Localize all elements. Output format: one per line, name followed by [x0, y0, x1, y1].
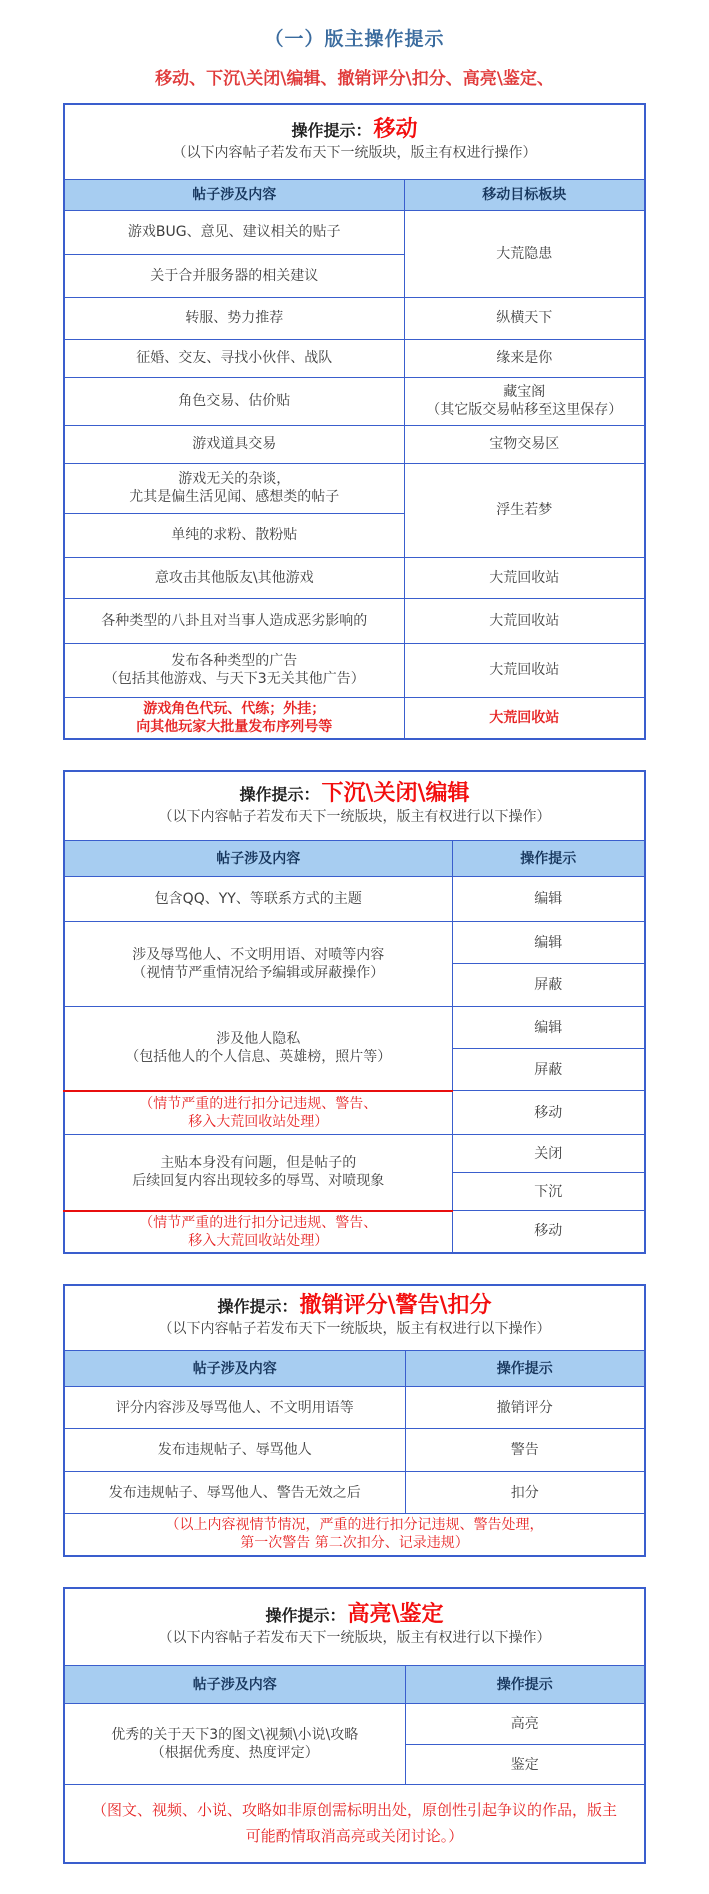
post-content-cell: 各种类型的八卦且对当事人造成恶劣影响的	[64, 598, 404, 643]
op-hint-label: 操作提示：	[265, 1606, 346, 1626]
post-content-cell: 评分内容涉及辱骂他人、不文明用语等	[64, 1387, 405, 1429]
cell-line: 主贴本身没有问题，但是帖子的	[160, 1155, 357, 1172]
sink-table-note: （以下内容帖子若发布天下一统版块，版主有权进行以下操作）	[158, 809, 551, 826]
cell-line: （情节严重的进行扣分记违规、警告、	[139, 1095, 378, 1112]
revoke-table-title-cell	[64, 1285, 645, 1351]
action-cell: 关闭	[452, 1135, 645, 1173]
sink-action-title: 下沉\关闭\编辑	[321, 781, 470, 807]
action-cell: 高亮	[405, 1704, 645, 1745]
cell-line: （根据优秀度、热度评定）	[150, 1745, 319, 1761]
target-board-cell: 缘来是你	[404, 339, 645, 377]
target-board-cell: 大荒回收站	[404, 557, 645, 598]
post-content-cell: 包含QQ、YY、等联系方式的主题	[64, 877, 452, 922]
cell-line: 移入大荒回收站处理）	[188, 1232, 329, 1249]
action-column-header: 操作提示	[405, 1351, 645, 1387]
cell-line: 第一次警告 第二次扣分、记录违规）	[240, 1535, 469, 1552]
cell-line: （其它版交易帖移至这里保存）	[426, 402, 623, 418]
table-footer-note	[64, 1514, 645, 1556]
post-content-cell: 发布违规帖子、辱骂他人	[64, 1429, 405, 1472]
sink-close-edit-table	[63, 770, 646, 1254]
cell-line: 涉及他人隐私	[216, 1031, 301, 1048]
move-table-title	[69, 117, 640, 143]
cell-line: 游戏无关的杂谈，	[178, 471, 291, 487]
post-content-cell: 角色交易、估价贴	[64, 377, 404, 425]
move-action-title: 移动	[373, 117, 418, 143]
sink-table-title-cell	[64, 771, 645, 841]
target-board-column-header: 移动目标板块	[404, 179, 645, 210]
cell-line: （包括他人的个人信息、英雄榜，照片等）	[125, 1049, 392, 1066]
cell-line: 移入大荒回收站处理）	[188, 1113, 329, 1130]
cell-line: （情节严重的进行扣分记违规、警告、	[139, 1214, 378, 1231]
post-content-cell: 转服、势力推荐	[64, 297, 404, 339]
content-column-header: 帖子涉及内容	[64, 179, 404, 210]
action-cell: 屏蔽	[452, 1049, 645, 1091]
post-content-cell: 发布违规帖子、辱骂他人、警告无效之后	[64, 1472, 405, 1514]
content-column-header: 帖子涉及内容	[64, 841, 452, 877]
target-board-cell: 大荒回收站	[404, 697, 645, 739]
post-content-cell	[64, 922, 452, 1007]
highlight-table-title	[69, 1602, 640, 1628]
highlight-table-note: （以下内容帖子若发布天下一统版块，版主有权进行以下操作）	[158, 1630, 551, 1647]
action-cell: 撤销评分	[405, 1387, 645, 1429]
cell-line: （以上内容视情节情况，严重的进行扣分记违规、警告处理，	[165, 1517, 544, 1534]
highlight-appraise-table	[63, 1587, 646, 1864]
op-hint-label: 操作提示：	[239, 785, 320, 805]
move-table-note: （以下内容帖子若发布天下一统版块，版主有权进行操作）	[172, 145, 537, 162]
post-content-cell	[64, 1704, 405, 1785]
post-content-cell: 意攻击其他版友\其他游戏	[64, 557, 404, 598]
post-content-cell	[64, 1211, 452, 1253]
target-board-cell: 大荒回收站	[404, 643, 645, 697]
target-board-cell	[404, 377, 645, 425]
target-board-cell: 浮生若梦	[404, 463, 645, 557]
post-content-cell: 游戏BUG、意见、建议相关的贴子	[64, 210, 404, 254]
post-content-cell	[64, 1007, 452, 1091]
action-cell: 编辑	[452, 877, 645, 922]
action-cell: 鉴定	[405, 1745, 645, 1785]
action-cell: 移动	[452, 1091, 645, 1135]
post-content-cell	[64, 463, 404, 513]
action-cell: 编辑	[452, 1007, 645, 1049]
cell-line: 向其他玩家大批量发布序列号等	[136, 718, 333, 735]
sink-table-title	[69, 781, 640, 807]
cell-line: 优秀的关于天下3的图文\视频\小说\攻略	[111, 1727, 359, 1743]
target-board-cell: 宝物交易区	[404, 425, 645, 463]
post-content-cell: 征婚、交友、寻找小伙伴、战队	[64, 339, 404, 377]
revoke-table-title	[69, 1293, 640, 1319]
target-board-cell: 纵横天下	[404, 297, 645, 339]
action-column-header: 操作提示	[405, 1666, 645, 1704]
highlight-table-title-cell	[64, 1588, 645, 1666]
op-hint-label: 操作提示：	[291, 121, 372, 141]
post-content-cell: 游戏道具交易	[64, 425, 404, 463]
cell-line: 可能酌情取消高亮或关闭讨论。）	[245, 1827, 464, 1846]
cell-line: 涉及辱骂他人、不文明用语、对喷等内容	[132, 947, 385, 963]
cell-line: （图文、视频、小说、攻略如非原创需标明出处，原创性引起争议的作品，版主	[91, 1801, 617, 1820]
op-hint-label: 操作提示：	[217, 1297, 298, 1317]
post-content-cell	[64, 1091, 452, 1135]
content-column-header: 帖子涉及内容	[64, 1351, 405, 1387]
post-content-cell	[64, 643, 404, 697]
revoke-action-title: 撤销评分\警告\扣分	[299, 1293, 492, 1319]
action-cell: 屏蔽	[452, 964, 645, 1007]
action-cell: 警告	[405, 1429, 645, 1472]
action-cell: 移动	[452, 1211, 645, 1253]
cell-line: （包括其他游戏、与天下3无关其他广告）	[103, 671, 365, 687]
post-content-cell: 单纯的求粉、散粉贴	[64, 513, 404, 557]
move-table	[63, 103, 646, 740]
highlight-action-title: 高亮\鉴定	[347, 1602, 444, 1628]
post-content-cell: 关于合并服务器的相关建议	[64, 254, 404, 297]
target-board-cell: 大荒回收站	[404, 598, 645, 643]
cell-line: 藏宝阁	[503, 384, 546, 400]
action-cell: 编辑	[452, 922, 645, 964]
revoke-table-note: （以下内容帖子若发布天下一统版块，版主有权进行以下操作）	[158, 1321, 551, 1338]
cell-line: 发布各种类型的广告	[171, 653, 298, 669]
page-subtitle: 移动、下沉\关闭\编辑、撤销评分\扣分、高亮\鉴定、	[155, 69, 554, 89]
move-table-title-cell	[64, 104, 645, 179]
table-footer-note	[64, 1785, 645, 1863]
content-column-header: 帖子涉及内容	[64, 1666, 405, 1704]
revoke-warn-deduct-table	[63, 1284, 646, 1557]
cell-line: （视情节严重情况给予编辑或屏蔽操作）	[132, 965, 385, 981]
action-cell: 扣分	[405, 1472, 645, 1514]
action-cell: 下沉	[452, 1173, 645, 1211]
page-title: （一）版主操作提示	[264, 28, 445, 50]
post-content-cell	[64, 697, 404, 739]
action-column-header: 操作提示	[452, 841, 645, 877]
cell-line: 游戏角色代玩、代练；外挂；	[143, 700, 326, 717]
post-content-cell	[64, 1135, 452, 1211]
target-board-cell: 大荒隐患	[404, 210, 645, 297]
cell-line: 后续回复内容出现较多的辱骂、对喷现象	[132, 1173, 385, 1190]
cell-line: 尤其是偏生活见闻、感想类的帖子	[129, 489, 340, 505]
